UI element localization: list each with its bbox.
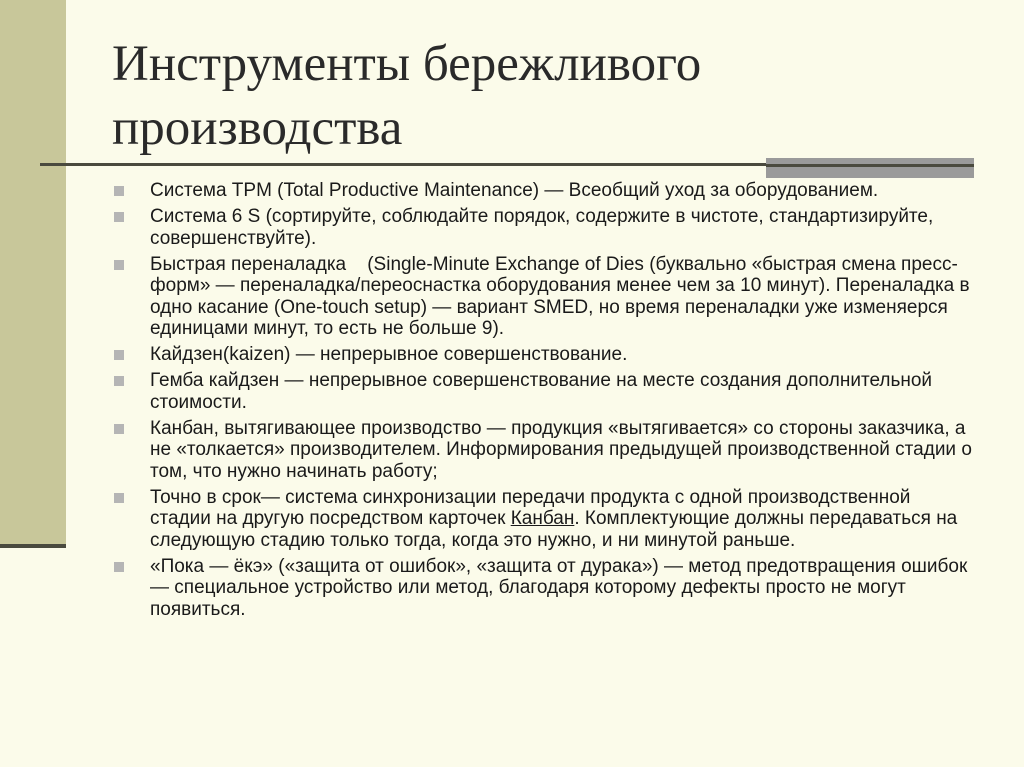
list-item-text: Канбан, вытягивающее производство — продукция «вытягивается» со стороны заказчика, а не «толкается» производителем. Информирования предыдущей производственной стадии о том, что нужно начинать работу; <box>150 417 972 482</box>
square-bullet-icon <box>114 562 124 572</box>
square-bullet-icon <box>114 376 124 386</box>
left-decorative-band <box>0 0 66 545</box>
list-item-kaizen <box>112 344 972 366</box>
list-item-text-before: Точно в срок— система синхронизации передачи продукта с одной производственной стадии на другую посредством карточек <box>150 486 911 529</box>
square-bullet-icon <box>114 424 124 434</box>
list-item-poka-yoke <box>112 556 972 621</box>
list-item-text-after: . Комплектующие должны передаваться на следующую стадию только тогда, когда это нужно, и ни минутой раньше. <box>150 508 958 551</box>
title-underline <box>40 163 766 166</box>
list-item-smed <box>112 253 975 340</box>
title-accent-bar <box>766 158 974 178</box>
square-bullet-icon <box>114 212 124 222</box>
list-item-6s <box>112 206 972 249</box>
list-item-text: Гемба кайдзен — непрерывное совершенствование на месте создания дополнительной стоимости. <box>150 370 933 413</box>
title-accent-rule <box>766 164 974 167</box>
list-item-just-in-time <box>112 487 972 552</box>
slide-title: Инструменты бережливого производства <box>112 36 702 156</box>
kanban-link[interactable]: Канбан <box>510 508 575 529</box>
square-bullet-icon <box>114 260 124 270</box>
list-item-text: Быстрая переналадка (Single-Minute Exchange of Dies (буквально «быстрая смена пресс-форм» — переналадка/переоснастка оборудования менее чем за 10 минут). Переналадка в одно касание (One-touch setup) — вариант SMED, но время переналадки уже изменяерся единицами минут, то есть не больше 9). <box>150 253 975 339</box>
list-item-text: «Пока — ёкэ» («защита от ошибок», «защита от дурака») — метод предотвращения ошибок — специальное устройство или метод, благодаря которому дефекты просто не могут появиться. <box>150 555 968 620</box>
list-item-kanban <box>112 418 972 483</box>
list-item-text: Кайдзен(kaizen) — непрерывное совершенствование. <box>150 344 628 365</box>
list-item-gemba-kaizen <box>112 370 972 413</box>
square-bullet-icon <box>114 493 124 503</box>
square-bullet-icon <box>114 186 124 196</box>
list-item-text: Система 6 S (сортируйте, соблюдайте порядок, содержите в чистоте, стандартизируйте, совершенствуйте). <box>150 206 934 249</box>
bullet-list <box>112 180 975 625</box>
list-item-text: Система TPM (Total Productive Maintenance) — Всеобщий уход за оборудованием. <box>150 180 879 201</box>
square-bullet-icon <box>114 350 124 360</box>
left-band-rule <box>0 544 66 548</box>
list-item-tpm <box>112 180 972 202</box>
